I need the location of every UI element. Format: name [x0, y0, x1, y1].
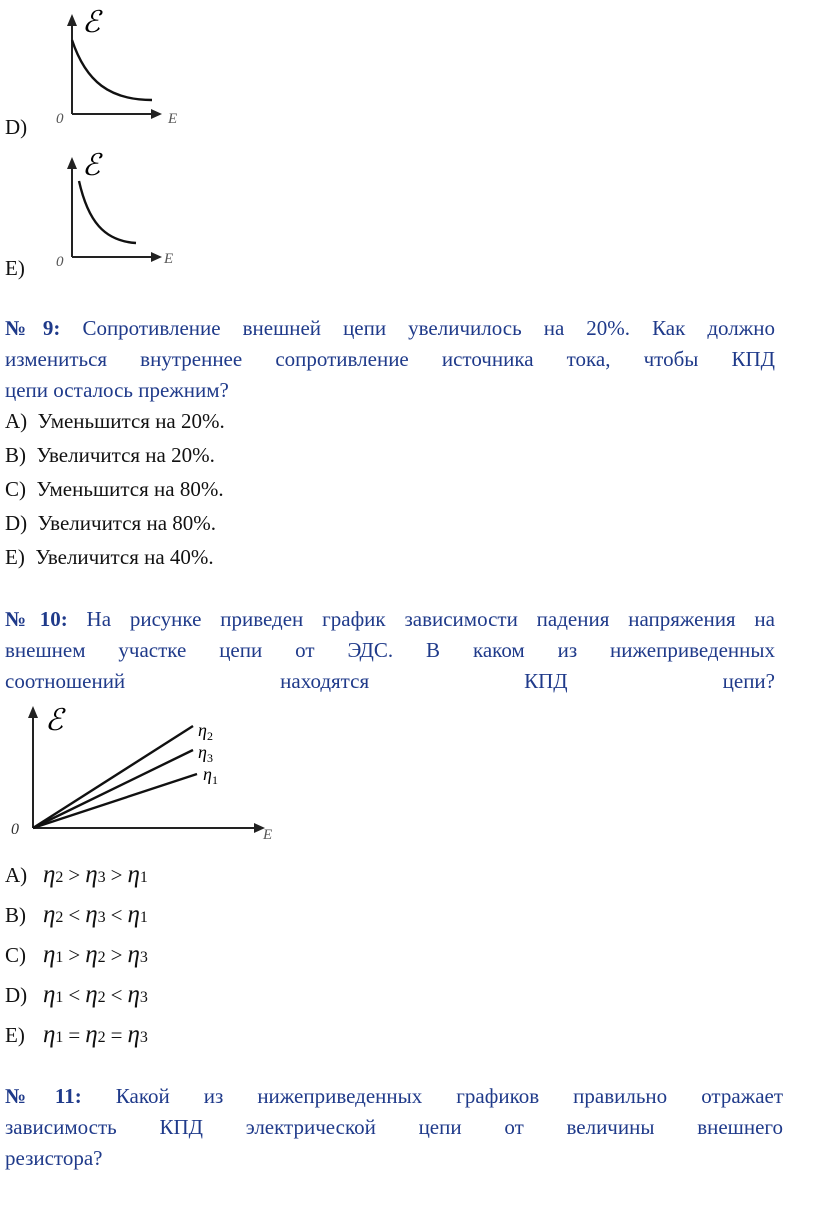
legend-eta-2: $\eta_2$	[198, 720, 213, 743]
answer-option[interactable]: D) η1 < η2 < η3	[5, 981, 148, 1008]
x-arrow-icon	[151, 252, 162, 262]
question-line: зависимость КПД электрической цепи от величины внешнего	[5, 1115, 783, 1139]
line-eta-2	[33, 726, 193, 828]
question-line: измениться внутреннее сопротивление источника тока, чтобы КПД	[5, 347, 775, 371]
option-d-label: D)	[5, 115, 28, 139]
question-line: На рисунке приведен график зависимости падения напряжения на	[86, 607, 775, 631]
line-eta-3	[33, 750, 193, 828]
origin-label: 0	[11, 821, 19, 838]
origin-label: 0	[56, 111, 64, 127]
origin-label: 0	[56, 254, 64, 268]
graph-option-d	[52, 2, 192, 127]
answer-option[interactable]: B) η2 < η3 < η1	[5, 901, 148, 928]
axis-x-label: E	[164, 251, 174, 267]
option-e-label: E)	[5, 256, 25, 280]
y-arrow-icon	[67, 157, 77, 169]
axis-x-label: E	[168, 111, 178, 127]
legend-eta-1: $\eta_1$	[203, 764, 218, 787]
q10-options	[5, 860, 148, 1060]
y-arrow-icon	[67, 14, 77, 26]
axis-x-label: E	[263, 827, 273, 843]
legend-eta-3: $\eta_3$	[198, 742, 213, 765]
question-number: №11:	[5, 1084, 82, 1108]
answer-option[interactable]: E) Увеличится на 40%.	[5, 545, 214, 569]
axis-y-label: ℰ	[82, 6, 101, 39]
answer-option[interactable]: D) Увеличится на 80%.	[5, 511, 217, 535]
question-11	[5, 1081, 783, 1174]
answer-option[interactable]: C) η1 > η2 > η3	[5, 941, 148, 968]
graph-option-e	[52, 143, 192, 268]
question-number: №10:	[5, 607, 68, 631]
graph-q10	[5, 694, 285, 852]
answer-option[interactable]: E) η1 = η2 = η3	[5, 1021, 148, 1048]
answer-option[interactable]: C) Уменьшится на 80%.	[5, 477, 224, 501]
question-line: резистора?	[5, 1146, 103, 1170]
answer-option[interactable]: B) Увеличится на 20%.	[5, 443, 215, 467]
question-line: внешнем участке цепи от ЭДС. В каком из нижеприведенных	[5, 638, 775, 662]
y-arrow-icon	[28, 706, 38, 718]
question-line: соотношений находятся КПД цепи?	[5, 669, 775, 693]
question-10	[5, 604, 775, 697]
axis-y-label: ℰ	[45, 704, 64, 737]
curve	[79, 181, 136, 243]
axis-y-label: ℰ	[82, 149, 101, 182]
q9-options	[5, 406, 225, 576]
question-line: Какой из нижеприведенных графиков правильно отражает	[115, 1084, 784, 1108]
x-arrow-icon	[151, 109, 162, 119]
line-eta-1	[33, 774, 197, 828]
question-line: цепи осталось прежним?	[5, 378, 229, 402]
answer-option[interactable]: A) η2 > η3 > η1	[5, 861, 148, 888]
question-9	[5, 313, 775, 406]
curve	[72, 40, 152, 100]
answer-option[interactable]: A) Уменьшится на 20%.	[5, 409, 225, 433]
question-number: №9:	[5, 316, 61, 340]
question-line: Сопротивление внешней цепи увеличилось на 20%. Как должно	[82, 316, 776, 340]
